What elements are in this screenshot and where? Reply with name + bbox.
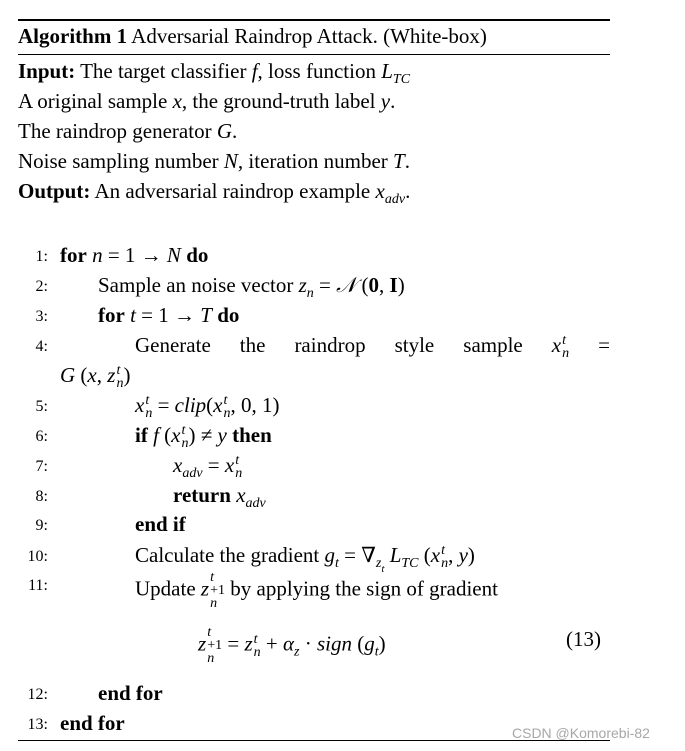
step-10: Calculate the gradient $g_t = \nabla_{z_t}$ $L_{TC}$ (x t n , y) bbox=[135, 543, 475, 575]
line-number: 9: bbox=[35, 517, 48, 534]
equation-13: z t +1 n = z t n + $\alpha_z$ · sign $(g_t)$ bbox=[198, 625, 386, 666]
step-11: Update z t +1 n by applying the sign of gradient bbox=[135, 570, 498, 611]
step-8: return $x_{adv}$ bbox=[173, 483, 266, 511]
line-number: 2: bbox=[35, 278, 48, 295]
line-number: 6: bbox=[35, 428, 48, 445]
step-4: Generate the raindrop style sample x t n = bbox=[135, 333, 610, 362]
line-number: 12: bbox=[27, 686, 48, 703]
step-5: x t n = clip(x t n , 0, 1) bbox=[135, 393, 280, 422]
output-label: Output: bbox=[18, 179, 91, 203]
algorithm-title: Adversarial Raindrop Attack. (White-box) bbox=[131, 24, 487, 48]
noise-line: Noise sampling number N, iteration number T. bbox=[18, 149, 410, 173]
line-number: 10: bbox=[27, 548, 48, 565]
line-number: 13: bbox=[27, 716, 48, 733]
output-line: Output: An adversarial raindrop example $x_{adv}$. bbox=[18, 179, 411, 207]
step-9: end if bbox=[135, 512, 186, 536]
line-number: 1: bbox=[35, 248, 48, 265]
generator-line: The raindrop generator G. bbox=[18, 119, 238, 143]
equation-number: (13) bbox=[566, 627, 601, 651]
algorithm-header bbox=[18, 23, 487, 49]
line-number: 7: bbox=[35, 458, 48, 475]
input-line: Input: The target classifier f, loss function $L_{TC}$ bbox=[18, 59, 411, 87]
input-label: Input: bbox=[18, 59, 76, 83]
algorithm-label: Algorithm 1 bbox=[18, 24, 128, 48]
step-6: if f (x t n ) ≠ y then bbox=[135, 423, 272, 452]
line-number: 4: bbox=[35, 338, 48, 355]
step-1: for n = 1 → N do bbox=[60, 243, 209, 267]
line-number: 8: bbox=[35, 488, 48, 505]
line-number: 5: bbox=[35, 398, 48, 415]
line-number: 3: bbox=[35, 308, 48, 325]
step-4-continuation: G (x, z t n ) bbox=[60, 363, 131, 392]
step-3: for t = 1 → T do bbox=[98, 303, 240, 327]
step-13: end for bbox=[60, 711, 125, 735]
step-7: $x_{adv} = x$ t n bbox=[173, 453, 243, 482]
step-2: Sample an noise vector $z_n$ = 𝒩 (0, I) bbox=[98, 273, 405, 301]
watermark: CSDN @Komorebi-82 bbox=[512, 725, 650, 741]
line-number: 11: bbox=[28, 577, 48, 594]
top-rule bbox=[18, 19, 610, 21]
step-12: end for bbox=[98, 681, 163, 705]
sample-line: A original sample x, the ground-truth label y. bbox=[18, 89, 396, 113]
header-rule bbox=[18, 54, 610, 55]
